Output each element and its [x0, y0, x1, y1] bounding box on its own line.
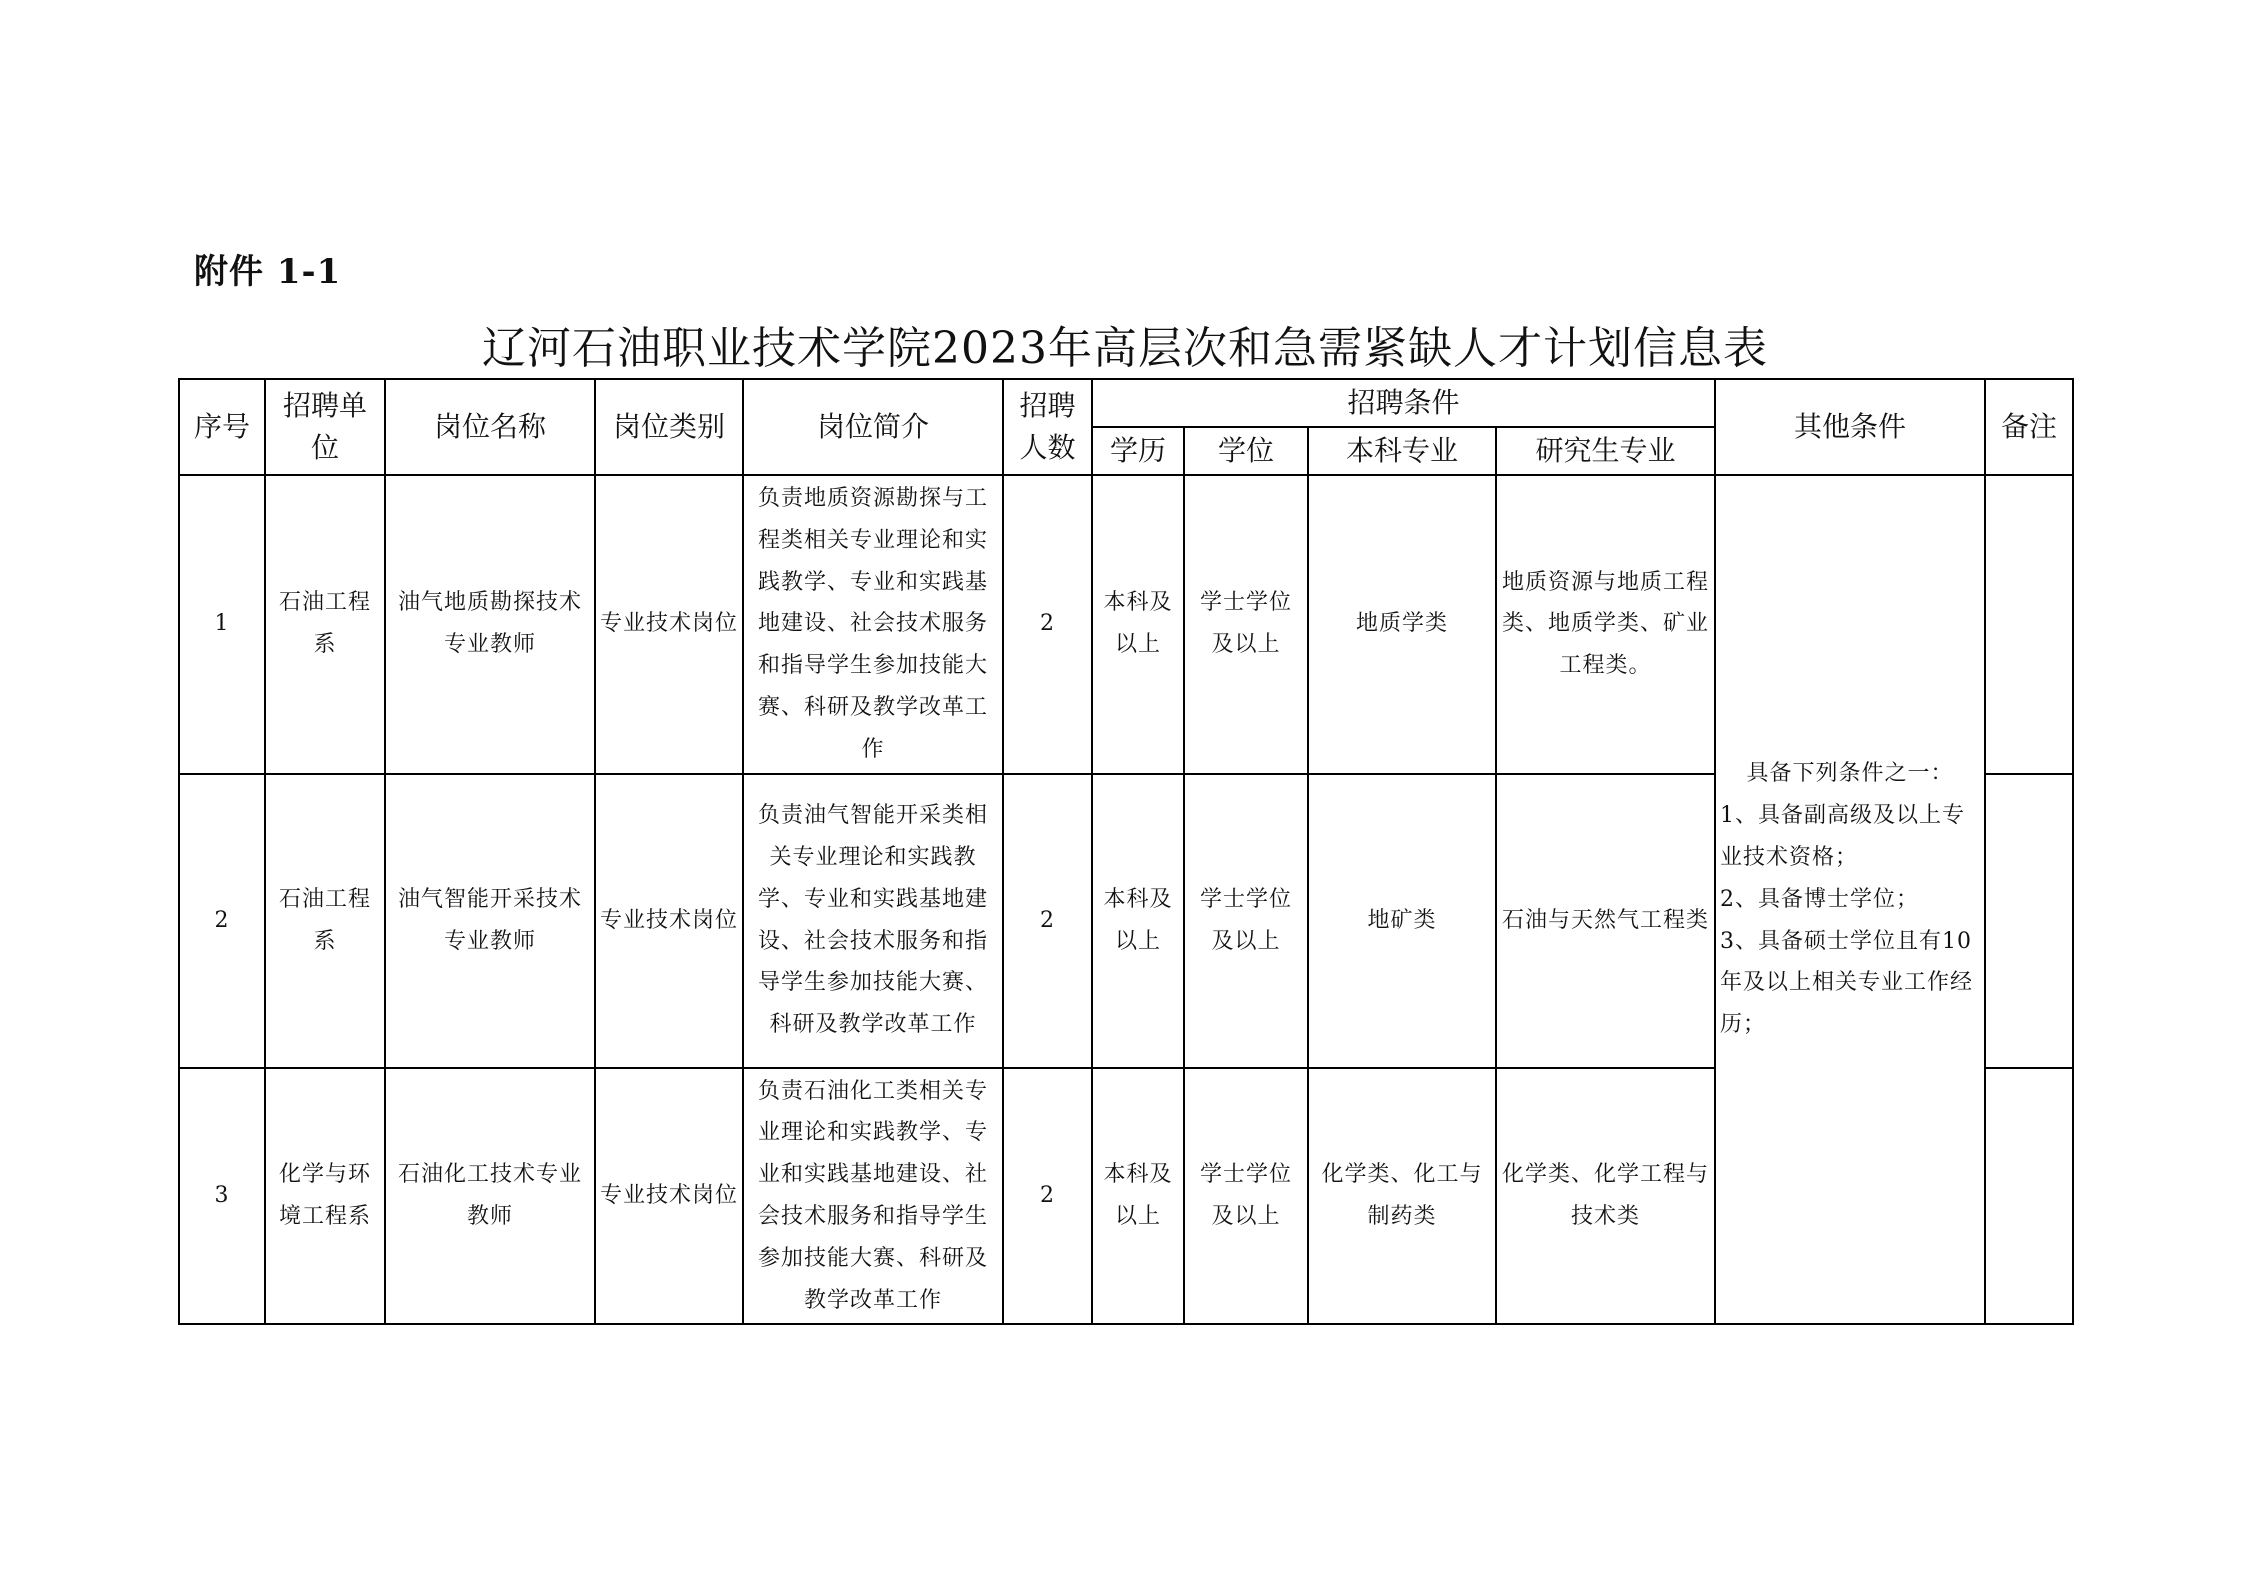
other-conditions-intro: 具备下列条件之一： [1746, 761, 1954, 787]
header-grad-major: 研究生专业 [1496, 427, 1715, 475]
cell-seq: 2 [179, 774, 265, 1068]
cell-education: 本科及以上 [1092, 475, 1184, 774]
other-condition-item: 1、具备副高级及以上专业技术资格； [1720, 803, 1966, 870]
header-seq: 序号 [179, 379, 265, 475]
header-other: 其他条件 [1715, 379, 1985, 475]
cell-undergrad-major: 地质学类 [1308, 475, 1496, 774]
cell-remark [1985, 774, 2073, 1068]
header-count: 招聘人数 [1003, 379, 1092, 475]
header-position-desc: 岗位简介 [743, 379, 1003, 475]
cell-education: 本科及以上 [1092, 774, 1184, 1068]
header-conditions: 招聘条件 [1092, 379, 1715, 427]
cell-other-conditions [1715, 475, 1985, 1324]
cell-position-desc: 负责石油化工类相关专业理论和实践教学、专业和实践基地建设、社会技术服务和指导学生参加技能大赛、科研及教学改革工作 [743, 1068, 1003, 1325]
cell-unit: 石油工程系 [265, 774, 385, 1068]
header-position-name: 岗位名称 [385, 379, 595, 475]
cell-remark [1985, 475, 2073, 774]
other-condition-item: 2、具备博士学位； [1720, 886, 1920, 912]
header-undergrad-major: 本科专业 [1308, 427, 1496, 475]
cell-undergrad-major: 地矿类 [1308, 774, 1496, 1068]
cell-degree: 学士学位及以上 [1184, 1068, 1308, 1325]
table-row [179, 475, 2073, 774]
cell-position-desc: 负责油气智能开采类相关专业理论和实践教学、专业和实践基地建设、社会技术服务和指导学生参加技能大赛、科研及教学改革工作 [743, 774, 1003, 1068]
cell-degree: 学士学位及以上 [1184, 774, 1308, 1068]
cell-grad-major: 石油与天然气工程类 [1496, 774, 1715, 1068]
page-title: 辽河石油职业技术学院2023年高层次和急需紧缺人才计划信息表 [482, 323, 1768, 374]
cell-position-name: 油气地质勘探技术专业教师 [385, 475, 595, 774]
header-education: 学历 [1092, 427, 1184, 475]
cell-unit: 化学与环境工程系 [265, 1068, 385, 1325]
cell-position-type: 专业技术岗位 [595, 475, 743, 774]
other-condition-item: 3、具备硕士学位且有10年及以上相关专业工作经历； [1720, 928, 1974, 1038]
cell-undergrad-major: 化学类、化工与制药类 [1308, 1068, 1496, 1325]
header-degree: 学位 [1184, 427, 1308, 475]
attachment-label: 附件 1-1 [194, 252, 342, 292]
cell-seq: 3 [179, 1068, 265, 1325]
cell-position-type: 专业技术岗位 [595, 774, 743, 1068]
header-remark: 备注 [1985, 379, 2073, 475]
recruitment-table [178, 378, 2074, 1325]
header-unit: 招聘单位 [265, 379, 385, 475]
cell-position-name: 油气智能开采技术专业教师 [385, 774, 595, 1068]
cell-count: 2 [1003, 475, 1092, 774]
cell-position-type: 专业技术岗位 [595, 1068, 743, 1325]
cell-degree: 学士学位及以上 [1184, 475, 1308, 774]
cell-grad-major: 地质资源与地质工程类、地质学类、矿业工程类。 [1496, 475, 1715, 774]
cell-unit: 石油工程系 [265, 475, 385, 774]
cell-count: 2 [1003, 774, 1092, 1068]
header-position-type: 岗位类别 [595, 379, 743, 475]
cell-count: 2 [1003, 1068, 1092, 1325]
cell-seq: 1 [179, 475, 265, 774]
cell-position-desc: 负责地质资源勘探与工程类相关专业理论和实践教学、专业和实践基地建设、社会技术服务和指导学生参加技能大赛、科研及教学改革工作 [743, 475, 1003, 774]
cell-grad-major: 化学类、化学工程与技术类 [1496, 1068, 1715, 1325]
cell-position-name: 石油化工技术专业教师 [385, 1068, 595, 1325]
cell-education: 本科及以上 [1092, 1068, 1184, 1325]
cell-remark [1985, 1068, 2073, 1325]
